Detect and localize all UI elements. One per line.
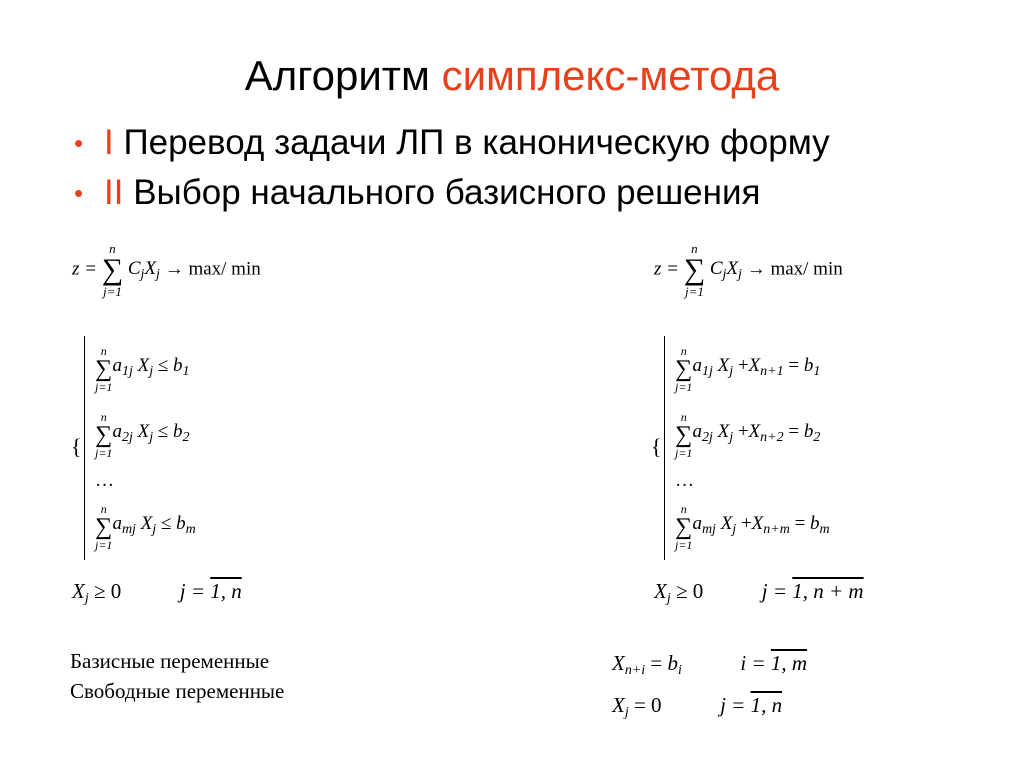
bullet-icon: • [74,128,84,158]
objective-term: $C_jX_j$ [127,258,160,283]
constraint-row: n ∑ j=1 $a_{2j}$ $X_j +X_{n+2} = b_2$ [675,410,821,460]
left-brace-icon: { [651,434,662,459]
summation-icon: n ∑ j=1 [95,502,113,552]
page-title [0,50,1024,102]
title-part-accent: симплекс-метода [441,52,780,99]
summation-icon [684,242,705,298]
sum-upper-limit: n [691,241,698,256]
bullet-item [70,118,830,168]
summation-icon: n ∑ j=1 [675,344,693,394]
variable-labels [70,646,284,706]
objective-function-canonical [654,242,843,298]
nonnegativity-canonical: $X_j \ge 0$ j = 1, n + m [654,579,864,606]
bullet-numeral: I [104,123,114,162]
objective-lhs: z = [654,258,679,280]
index-range: 1, n [210,579,242,603]
objective-goal: max/ min [188,258,261,280]
nonnegativity-original: $X_j \ge 0$ j = 1, n [72,579,242,606]
bullet-numeral: II [104,173,124,212]
sum-sign: ∑ [101,253,124,286]
objective-term: $C_jX_j$ [709,258,742,283]
summation-icon: n ∑ j=1 [675,410,693,460]
basic-variables-label: Базисные переменные [70,649,270,673]
constraint-row: n ∑ j=1 $a_{1j}$ $X_j \le b_1$ [95,344,190,394]
sum-lower-limit: j=1 [102,284,122,299]
basic-variables-equation: $X_{n+i} = b_i$ i = 1, m [612,651,808,678]
free-variables-label: Свободные переменные [70,679,285,703]
index-range: 1, n [750,693,783,717]
bullet-text: Выбор начального базисного решения [133,173,761,212]
summation-icon: n ∑ j=1 [95,410,113,460]
bullet-icon: • [74,178,84,208]
summation-icon: n ∑ j=1 [675,502,693,552]
title-part-plain: Алгоритм [244,52,430,99]
free-variables-equation: $X_j = 0$ j = 1, n [612,693,783,720]
objective-lhs: z = [72,258,97,280]
constraint-system-original [71,336,196,560]
constraint-row: n ∑ j=1 $a_{2j}$ $X_j \le b_2$ [95,410,190,460]
bullet-text: Перевод задачи ЛП в каноническую форму [123,123,830,162]
constraint-row: n ∑ j=1 $a_{1j}$ $X_j +X_{n+1} = b_1$ [675,344,821,394]
bullet-list [70,118,830,218]
ellipsis: … [95,470,114,491]
variable-values [612,646,807,730]
ellipsis: … [675,470,694,491]
bullet-item [70,168,830,218]
sum-upper-limit: n [109,241,116,256]
left-brace-icon: { [71,434,82,459]
sum-sign: ∑ [683,253,706,286]
constraint-system-canonical [651,336,830,560]
constraint-row: n ∑ j=1 $a_{mj}$ $X_j \le b_m$ [95,502,196,552]
objective-function-original [72,242,261,298]
index-range: 1, n + m [792,579,864,603]
summation-icon: n ∑ j=1 [95,344,113,394]
sum-lower-limit: j=1 [684,284,704,299]
arrow-right-icon: → [164,258,184,280]
objective-goal: max/ min [770,258,843,280]
constraint-row: n ∑ j=1 $a_{mj}$ $X_j +X_{n+m} = b_m$ [675,502,830,552]
arrow-right-icon: → [746,258,766,280]
summation-icon [102,242,123,298]
index-range: 1, m [770,651,808,675]
